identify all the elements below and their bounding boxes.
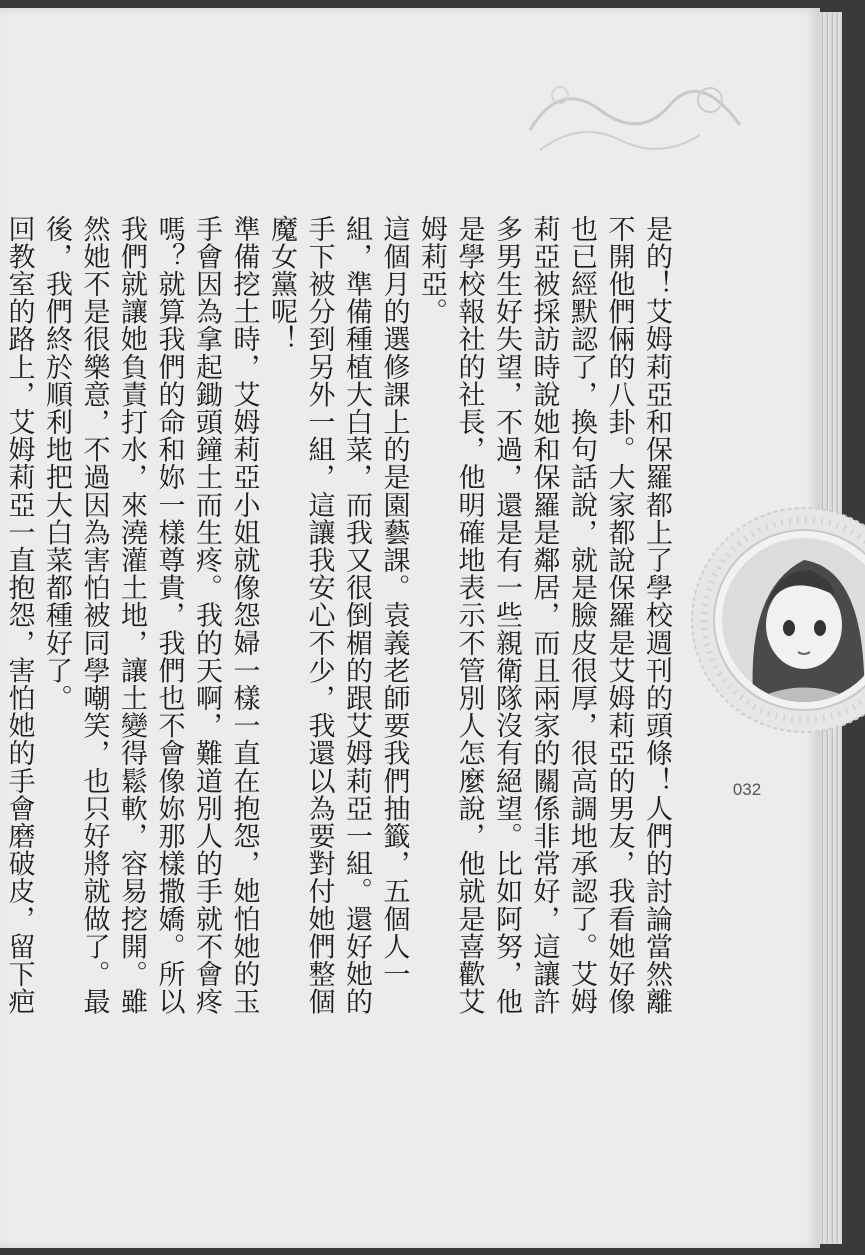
paragraph: 準備挖土時，艾姆莉亞小姐就像怨婦一樣一直在抱怨，她怕她的玉手會因為拿起鋤頭鐘土而生疼。我的天啊，難道別人的手就不會疼嗎？就算我們的命和妳一樣尊貴，我們也不會像妳那樣撒嬌。所以我們就讓她負責打水，來澆灌土地，讓土變得鬆軟，容易挖開。雖然她不是很樂意，不過因為害怕被同學嘲笑，也只好將就做了。最後，我們終於順利地把大白菜都種好了。: [41, 215, 260, 1016]
page-number: 032: [732, 780, 762, 799]
paragraph: 回教室的路上，艾姆莉亞一直抱怨，害怕她的手會磨破皮，留下疤: [3, 215, 35, 1016]
paragraph: 是的！艾姆莉亞和保羅都上了學校週刊的頭條！人們的討論當然離不開他們倆的八卦。大家都說保羅是艾姆莉亞的男友，我看她好像也已經默認了，換句話說，就是臉皮很厚，很高調地承認了。艾姆莉亞被採訪時說她和保羅是鄰居，而且兩家的關係非常好，這讓許多男生好失望，不過，還是有一些親衛隊沒有絕望。比如阿努，他是學校報社的社長，他明確地表示不管別人怎麼說，他就是喜歡艾姆莉亞。: [416, 215, 672, 1016]
header-decoration: [520, 70, 750, 180]
vertical-text-body: [3, 215, 675, 1035]
character-portrait: [684, 500, 865, 750]
paragraph: 這個月的選修課上的是園藝課。袁義老師要我們抽籤，五個人一組，準備種植大白菜，而我又很倒楣的跟艾姆莉亞一組。還好她的手下被分到另外一組，這讓我安心不少，我還以為要對付她們整個魔女黨呢！: [266, 215, 410, 1016]
